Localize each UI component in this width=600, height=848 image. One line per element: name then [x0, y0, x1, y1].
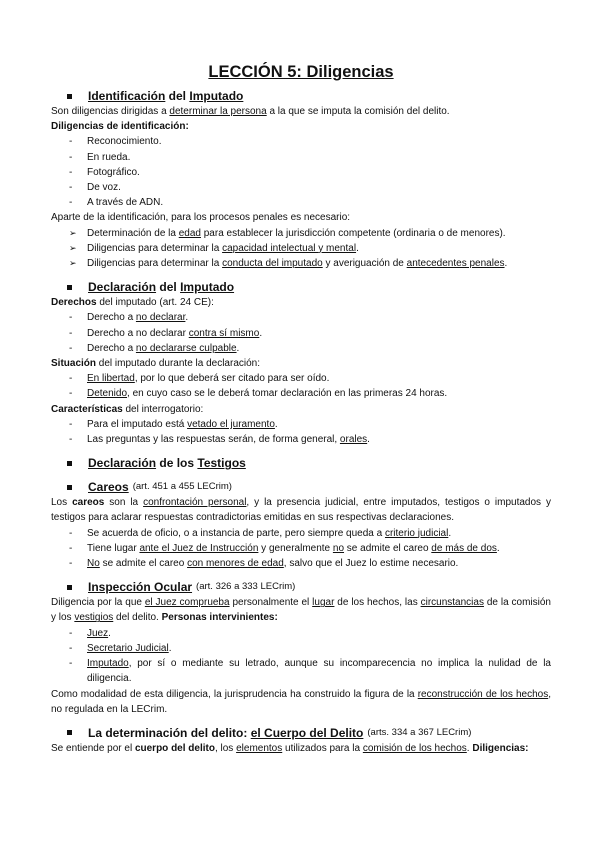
characteristics-list	[51, 417, 551, 447]
list-item: ➢ Determinación de la edad para establecer la jurisdicción competente (ordinaria o de menores).	[51, 226, 551, 241]
paragraph: Características del interrogatorio:	[51, 403, 204, 415]
participants-list	[51, 626, 551, 687]
list-item: - Reconocimiento.	[51, 134, 551, 149]
list-item: ➢ Diligencias para determinar la conducta del imputado y averiguación de antecedentes penales.	[51, 256, 551, 271]
list-item: - Se acuerda de oficio, o a instancia de parte, pero siempre queda a criterio judicial.	[51, 526, 551, 541]
list-item: - En rueda.	[51, 150, 551, 165]
list-item: - No se admite el careo con menores de edad, salvo que el Juez lo estime necesario.	[51, 556, 551, 571]
square-bullet-icon	[67, 730, 72, 735]
list-item: - Tiene lugar ante el Juez de Instrucción y generalmente no se admite el careo de más de dos.	[51, 541, 551, 556]
section-heading-inspeccion-ocular: Inspección Ocular (art. 326 a 333 LECrim)	[51, 579, 551, 595]
document-page	[51, 62, 551, 756]
section-heading-cuerpo-delito: La determinación del delito: el Cuerpo del Delito (arts. 334 a 367 LECrim)	[51, 725, 551, 741]
paragraph: Aparte de la identificación, para los procesos penales es necesario:	[51, 212, 351, 224]
list-item: - Detenido, en cuyo caso se le deberá tomar declaración en las primeras 24 horas.	[51, 386, 551, 401]
list-item: - Fotográfico.	[51, 165, 551, 180]
list-item: - Imputado, por sí o mediante su letrado, aunque su incomparecencia no implica la nulidad de la diligencia.	[51, 656, 551, 686]
paragraph: Diligencia por la que el Juez comprueba personalmente el lugar de los hechos, las circunstancias de la comisión y los vestigios del delito. Personas intervinientes:	[51, 597, 551, 624]
list-item: - Secretario Judicial.	[51, 641, 551, 656]
arrow-list	[51, 226, 551, 272]
square-bullet-icon	[67, 485, 72, 490]
list-item: ➢ Diligencias para determinar la capacidad intelectual y mental.	[51, 241, 551, 256]
careos-list	[51, 526, 551, 572]
list-item: - Para el imputado está vetado el juramento.	[51, 417, 551, 432]
paragraph: Situación del imputado durante la declaración:	[51, 358, 261, 370]
list-item: - A través de ADN.	[51, 195, 551, 210]
square-bullet-icon	[67, 94, 72, 99]
section-heading-declaracion-testigos: Declaración de los Testigos	[51, 455, 551, 471]
paragraph: Los careos son la confrontación personal, y la presencia judicial, entre imputados, testigos o imputados y testigos para aclarar respuestas contradictorias emitidas en sus respectivas declaraciones.	[51, 497, 551, 524]
paragraph: Son diligencias dirigidas a determinar la persona a la que se imputa la comisión del delito.	[51, 106, 450, 117]
list-item: - Derecho a no declarar contra sí mismo.	[51, 326, 551, 341]
square-bullet-icon	[67, 461, 72, 466]
list-item: - De voz.	[51, 180, 551, 195]
section-heading-declaracion-imputado: Declaración del Imputado	[51, 279, 551, 295]
subheading: Diligencias de identificación:	[51, 121, 189, 133]
list-item: - Juez.	[51, 626, 551, 641]
square-bullet-icon	[67, 585, 72, 590]
square-bullet-icon	[67, 285, 72, 290]
section-heading-identificacion: Identificación del Imputado	[51, 88, 551, 104]
rights-list	[51, 310, 551, 356]
situation-list	[51, 371, 551, 401]
section-heading-careos: Careos (art. 451 a 455 LECrim)	[51, 479, 551, 495]
identification-list	[51, 134, 551, 210]
paragraph: Derechos del imputado (art. 24 CE):	[51, 297, 214, 309]
paragraph: Como modalidad de esta diligencia, la jurisprudencia ha construido la figura de la reconstrucción de los hechos, no regulada en la LECrim.	[51, 688, 551, 715]
paragraph: Se entiende por el cuerpo del delito, los elementos utilizados para la comisión de los hechos. Diligencias:	[51, 742, 529, 754]
lesson-title: LECCIÓN 5: Diligencias	[208, 63, 394, 81]
list-item: - Derecho a no declarar.	[51, 310, 551, 325]
list-item: - Las preguntas y las respuestas serán, de forma general, orales.	[51, 432, 551, 447]
list-item: - Derecho a no declararse culpable.	[51, 341, 551, 356]
list-item: - En libertad, por lo que deberá ser citado para ser oído.	[51, 371, 551, 386]
